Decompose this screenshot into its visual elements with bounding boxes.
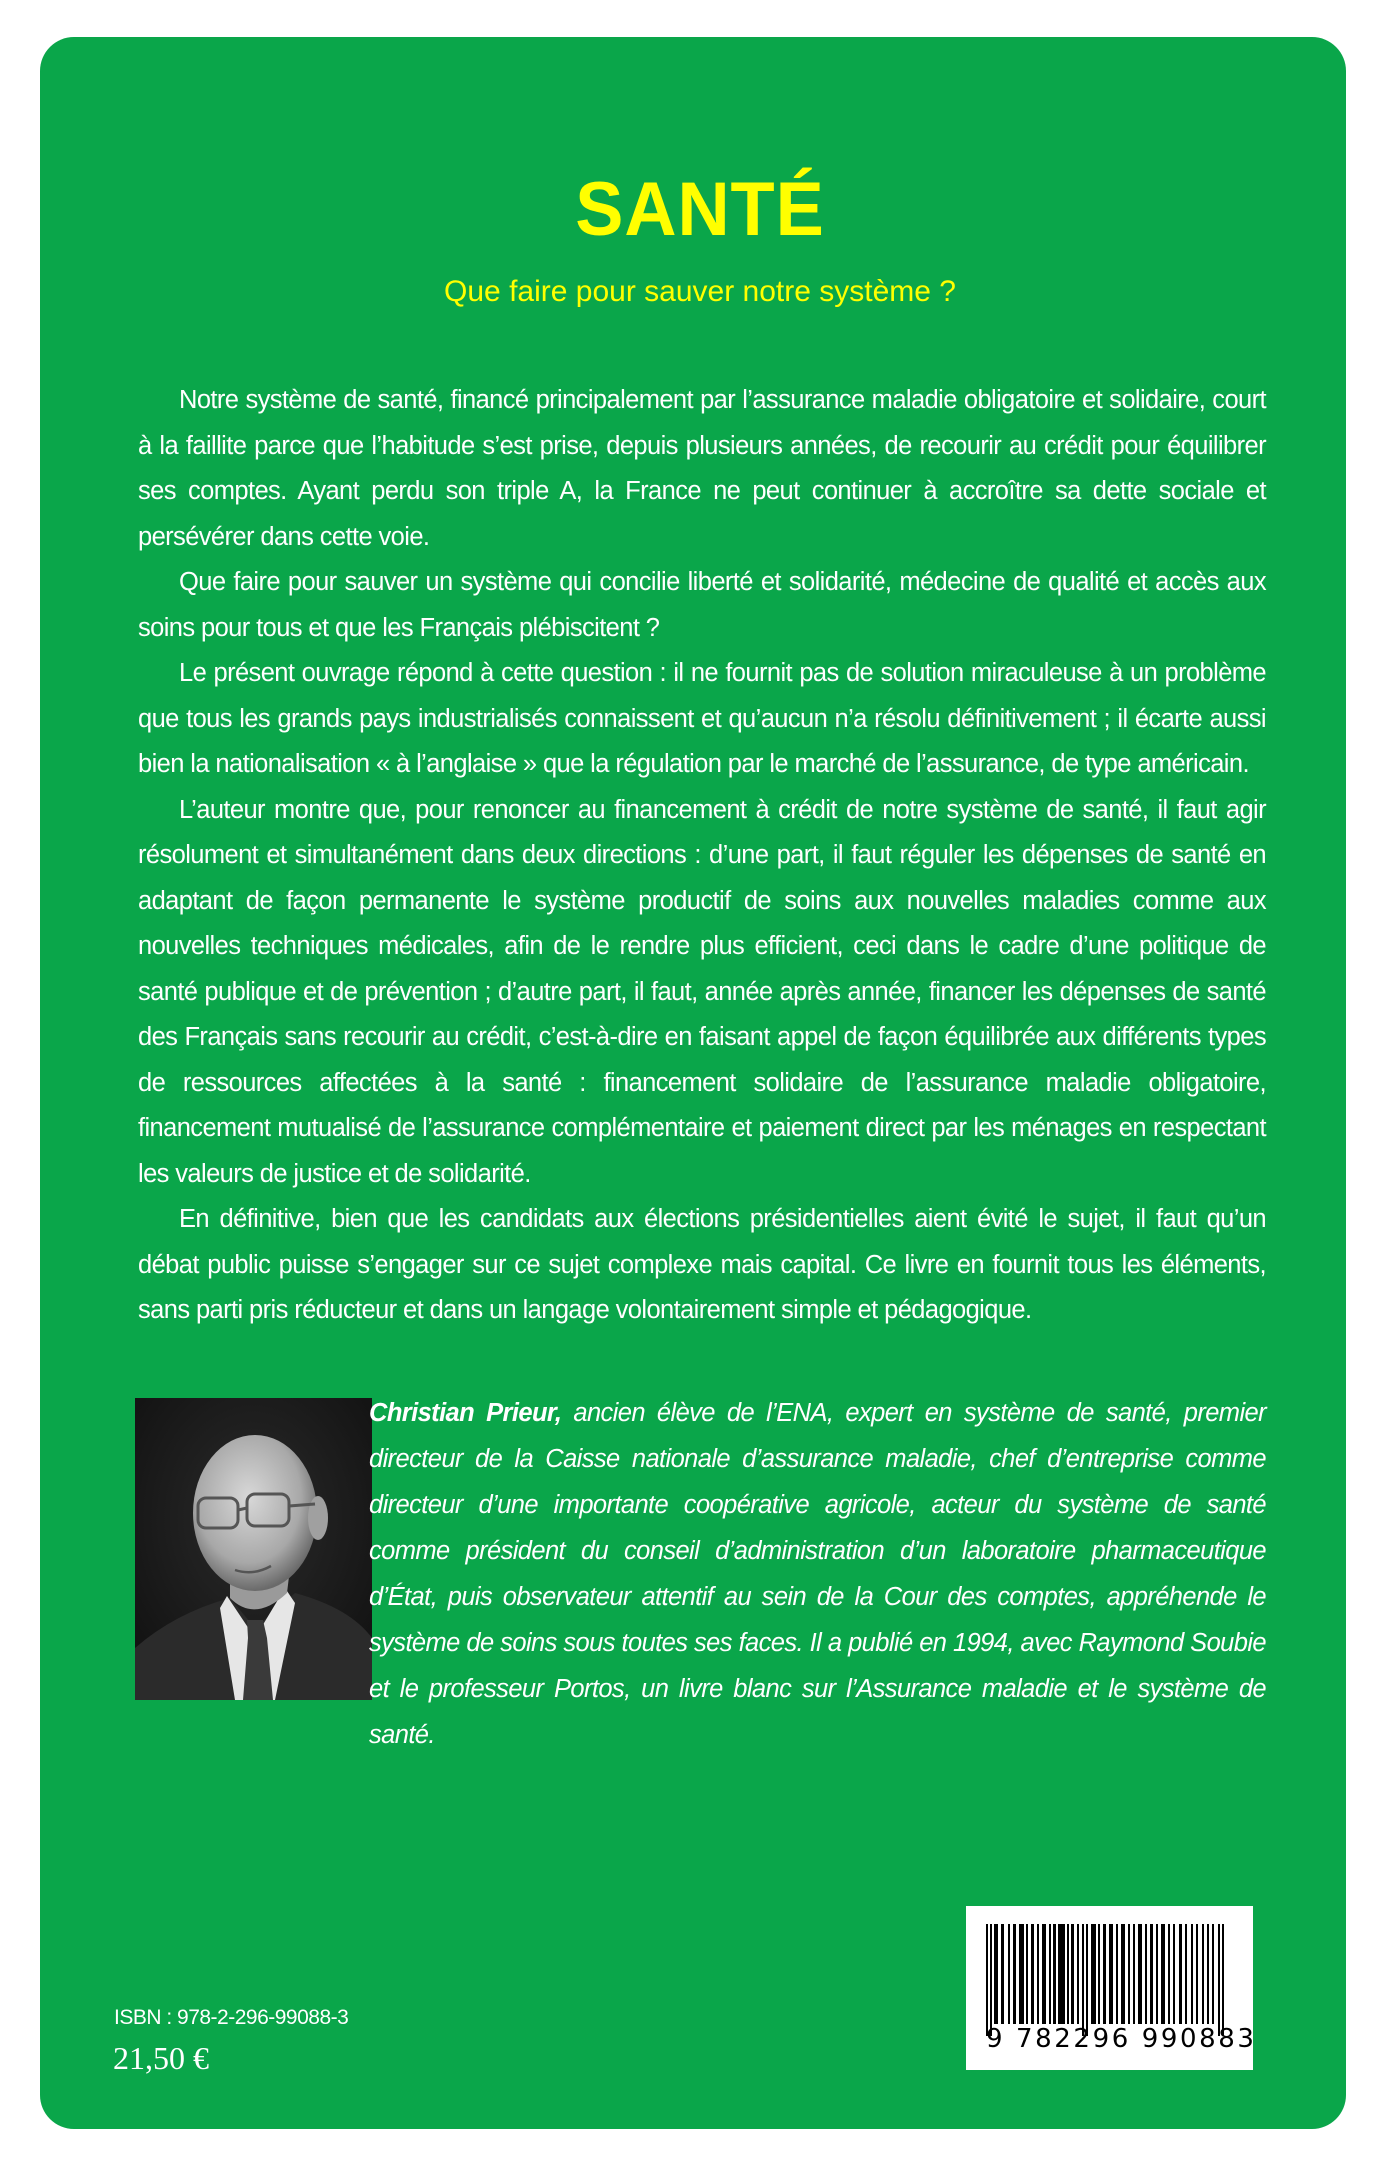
author-bio	[369, 1390, 1266, 1758]
book-subtitle: Que faire pour sauver notre système ?	[444, 275, 956, 308]
blurb-paragraph-1: Notre système de santé, financé principalement par l’assurance maladie obligatoire et solidaire, court à la faillite parce que l’habitude s’est prise, depuis plusieurs années, de recourir au crédit pour équilibrer ses comptes. Ayant perdu son triple A, la France ne peut continuer à accroître sa dette sociale et persévérer dans cette voie.	[138, 386, 1266, 551]
author-bio-text: ancien élève de l’ENA, expert en système de santé, premier directeur de la Caisse nationale d’assurance maladie, chef d’entreprise comme directeur d’une importante coopérative agricole, acteur du système de santé comme président du conseil d’administration d’un laboratoire pharmaceutique d’État, puis observateur attentif au sein de la Cour des comptes, appréhende le système de soins sous toutes ses faces. Il a publié en 1994, avec Raymond Soubie et le professeur Portos, un livre blanc sur l’Assurance maladie et le système de santé.	[369, 1399, 1266, 1749]
isbn-label: ISBN : 978-2-296-99088-3	[114, 2006, 349, 2029]
price-label: 21,50 €	[113, 2040, 209, 2076]
author-photo	[135, 1398, 372, 1700]
blurb-paragraph-2: Que faire pour sauver un système qui concilie liberté et solidarité, médecine de qualité et accès aux soins pour tous et que les Français plébiscitent ?	[138, 568, 1266, 642]
blurb	[138, 378, 1266, 1334]
barcode	[966, 1906, 1257, 2070]
author-portrait-icon	[135, 1398, 372, 1700]
blurb-paragraph-3: Le présent ouvrage répond à cette question : il ne fournit pas de solution miraculeuse à un problème que tous les grands pays industrialisés connaissent et qu’aucun n’a résolu définitivement ; il écarte aussi bien la nationalisation « à l’anglaise » que la régulation par le marché de l’assurance, de type américain.	[138, 659, 1266, 778]
author-name: Christian Prieur,	[369, 1399, 562, 1427]
book-title: SANTÉ	[575, 167, 825, 252]
barcode-number: 9 782296 990883	[986, 2024, 1257, 2054]
blurb-paragraph-5: En définitive, bien que les candidats aux élections présidentielles aient évité le sujet, il faut qu’un débat public puisse s’engager sur ce sujet complexe mais capital. Ce livre en fournit tous les éléments, sans parti pris réducteur et dans un langage volontairement simple et pédagogique.	[138, 1205, 1266, 1324]
blurb-paragraph-4: L’auteur montre que, pour renoncer au financement à crédit de notre système de santé, il faut agir résolument et simultanément dans deux directions : d’une part, il faut réguler les dépenses de santé en adaptant de façon permanente le système productif de soins aux nouvelles maladies comme aux nouvelles techniques médicales, afin de le rendre plus efficient, ceci dans le cadre d’une politique de santé publique et de prévention ; d’autre part, il faut, année après année, financer les dépenses de santé des Français sans recourir au crédit, c’est-à-dire en faisant appel de façon équilibrée aux différents types de ressources affectées à la santé : financement solidaire de l’assurance maladie obligatoire, financement mutualisé de l’assurance complémentaire et paiement direct par les ménages en respectant les valeurs de justice et de solidarité.	[138, 795, 1266, 1188]
